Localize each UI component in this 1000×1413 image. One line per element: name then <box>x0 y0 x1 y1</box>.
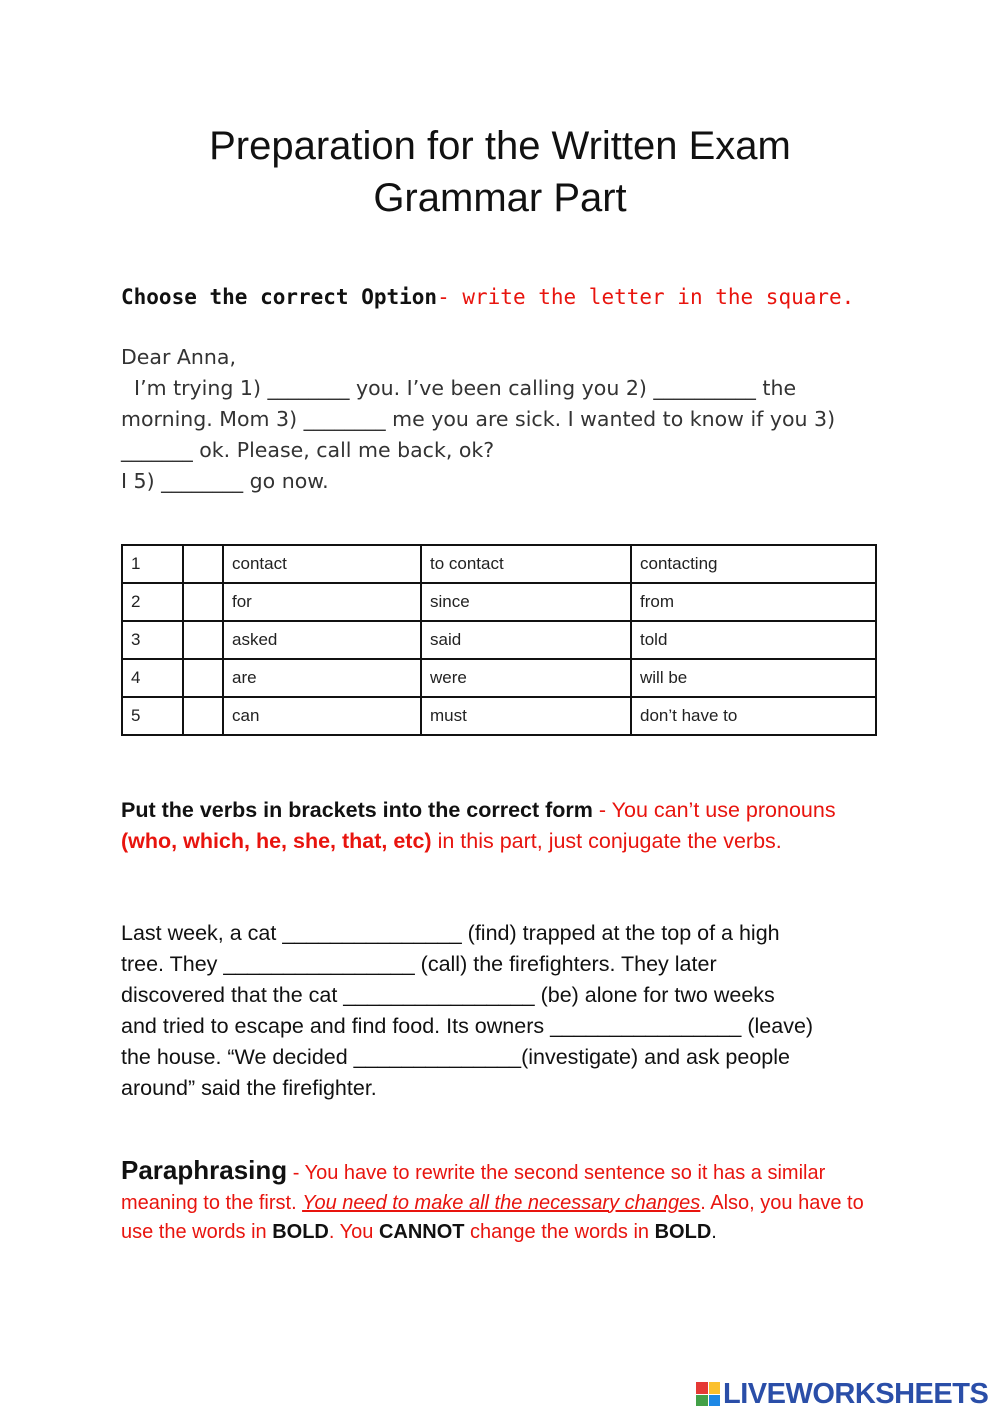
option-a: contact <box>223 545 421 583</box>
row-number: 2 <box>122 583 183 621</box>
option-b: to contact <box>421 545 631 583</box>
option-a: for <box>223 583 421 621</box>
letter-line: I’m trying 1) ________ you. I’ve been calling you 2) __________ the <box>121 376 797 400</box>
answer-box[interactable] <box>183 545 223 583</box>
section3-dash: - <box>287 1162 305 1184</box>
option-c: will be <box>631 659 876 697</box>
section1-heading: Choose the correct Option <box>121 285 438 309</box>
section3-bold-1: BOLD <box>272 1221 329 1243</box>
paragraph-line: around” said the firefighter. <box>121 1076 377 1100</box>
paragraph-line: the house. “We decided ______________(investigate) and ask people <box>121 1045 790 1069</box>
page-title <box>0 120 1000 224</box>
row-number: 3 <box>122 621 183 659</box>
section2-instruction-a: You can’t use pronouns <box>611 798 836 822</box>
section3-underlined: You need to make all the necessary changes <box>302 1191 701 1214</box>
row-number: 4 <box>122 659 183 697</box>
answer-box[interactable] <box>183 621 223 659</box>
letter-line: Dear Anna, <box>121 345 236 369</box>
section3-text-a: You have to rewrite the second sentence so it has a similar meaning to the first. <box>121 1162 826 1214</box>
section3-heading: Paraphrasing <box>121 1155 288 1185</box>
section3-text-e: . <box>711 1221 717 1243</box>
row-number: 5 <box>122 697 183 735</box>
option-b: said <box>421 621 631 659</box>
paragraph-line: discovered that the cat ________________ (be) alone for two weeks <box>121 983 775 1007</box>
table-row <box>122 621 876 659</box>
option-a: can <box>223 697 421 735</box>
letter-text <box>121 342 891 497</box>
table-row <box>122 545 876 583</box>
verbs-paragraph <box>121 918 891 1104</box>
letter-line: I 5) ________ go now. <box>121 469 329 493</box>
option-c: from <box>631 583 876 621</box>
title-line-1: Preparation for the Written Exam <box>209 124 791 168</box>
section2-instruction-bold: (who, which, he, she, that, etc) <box>121 829 432 853</box>
answer-box[interactable] <box>183 583 223 621</box>
option-c: told <box>631 621 876 659</box>
row-number: 1 <box>122 545 183 583</box>
option-b: were <box>421 659 631 697</box>
options-table <box>121 544 877 736</box>
paragraph-line: and tried to escape and find food. Its owners ________________ (leave) <box>121 1014 814 1038</box>
section2-dash: - <box>592 798 612 822</box>
section-verbs <box>121 795 891 857</box>
logo-mark-icon <box>696 1382 720 1406</box>
option-b: must <box>421 697 631 735</box>
option-c: don’t have to <box>631 697 876 735</box>
paragraph-line: Last week, a cat _______________ (find) trapped at the top of a high <box>121 921 780 945</box>
section3-text-d: change the words in <box>464 1221 655 1243</box>
section3-bold-3: BOLD <box>654 1221 712 1243</box>
option-b: since <box>421 583 631 621</box>
section1-dash: - <box>437 285 450 309</box>
section3-text-c: . You <box>328 1221 379 1243</box>
section3-text-b: . Also, you have to use the words in <box>121 1191 864 1243</box>
paragraph-line: tree. They ________________ (call) the firefighters. They later <box>121 952 717 976</box>
option-a: asked <box>223 621 421 659</box>
section-choose-option <box>121 284 854 310</box>
option-a: are <box>223 659 421 697</box>
table-row <box>122 659 876 697</box>
letter-line: _______ ok. Please, call me back, ok? <box>121 438 495 462</box>
liveworksheets-logo <box>696 1376 988 1412</box>
section2-heading: Put the verbs in brackets into the correct form <box>121 798 593 822</box>
letter-line: morning. Mom 3) ________ me you are sick. I wanted to know if you 3) <box>121 407 836 431</box>
table-row <box>122 697 876 735</box>
table-row <box>122 583 876 621</box>
option-c: contacting <box>631 545 876 583</box>
answer-box[interactable] <box>183 659 223 697</box>
section1-instruction: write the letter in the square. <box>449 285 855 309</box>
section3-bold-2: CANNOT <box>378 1221 465 1243</box>
logo-text: LIVEWORKSHEETS <box>723 1377 989 1410</box>
section2-instruction-b: in this part, just conjugate the verbs. <box>431 829 782 853</box>
answer-box[interactable] <box>183 697 223 735</box>
title-line-2: Grammar Part <box>373 176 627 220</box>
section-paraphrasing <box>121 1156 891 1248</box>
